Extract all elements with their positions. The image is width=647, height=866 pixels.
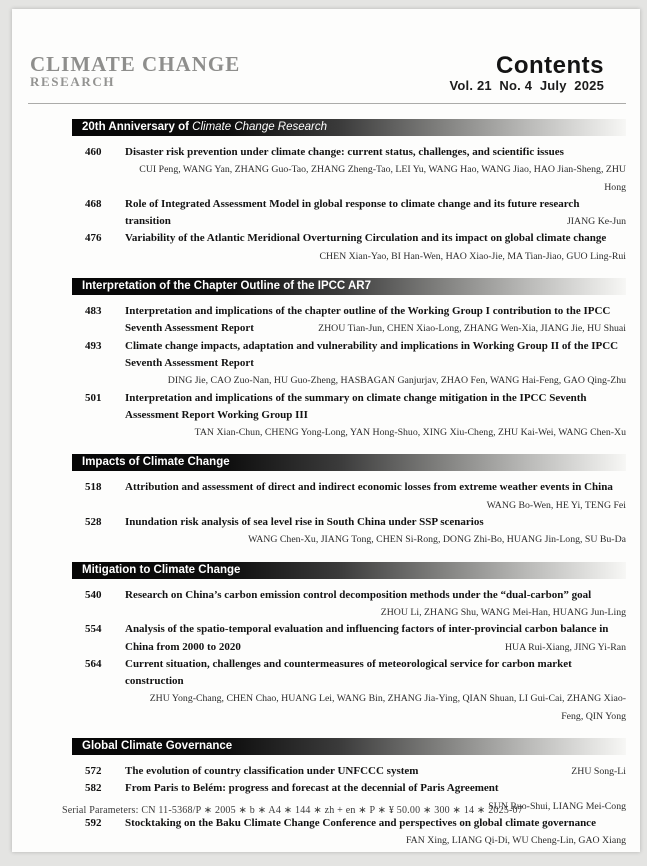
- article-entry: [125, 763, 626, 780]
- article-page-number: 493: [85, 339, 102, 352]
- article-row: [72, 196, 626, 231]
- section-banner-label: Interpretation of the Chapter Outline of the IPCC AR7: [82, 280, 371, 293]
- article-entry: [125, 144, 626, 196]
- article-row: [72, 514, 626, 549]
- article-title: Inundation risk analysis of sea level rise in South China under SSP scenarios: [125, 516, 484, 529]
- section-banner-label: 20th Anniversary of: [82, 121, 189, 133]
- article-row: [72, 390, 626, 442]
- section-banner: [72, 562, 626, 579]
- article-page-number: 460: [85, 146, 102, 158]
- article-authors: WANG Chen-Xu, JIANG Tong, CHEN Si-Rong, DONG Zhi-Bo, HUANG Jin-Long, SU Bu-Da: [248, 534, 626, 546]
- section-banner: [72, 119, 626, 136]
- article-title: Current situation, challenges and countermeasures of meteorological service for carbon market construction: [125, 657, 572, 688]
- article-entry: [125, 514, 626, 549]
- journal-title: CLIMATE CHANGE: [30, 52, 241, 76]
- article-title: Climate change impacts, adaptation and vulnerability and implications in Working Group II of the IPCC Seventh Assessment Report: [125, 339, 619, 369]
- article-authors: CHEN Xian-Yao, BI Han-Wen, HAO Xiao-Jie, MA Tian-Jiao, GUO Ling-Rui: [319, 250, 626, 262]
- section-banner: [72, 738, 626, 755]
- article-row: [72, 230, 626, 265]
- article-page-number: 518: [85, 481, 102, 494]
- article-row: [72, 144, 626, 196]
- article-page-number: 501: [85, 391, 102, 404]
- article-title: Variability of the Atlantic Meridional Overturning Circulation and its impact on global climate change: [125, 232, 607, 245]
- article-row: [72, 656, 626, 725]
- article-authors: ZHOU Tian-Jun, CHEN Xiao-Long, ZHANG Wen-Xia, JIANG Jie, HU Shuai: [318, 323, 626, 335]
- article-entry: [125, 815, 626, 850]
- article-authors: WANG Bo-Wen, HE Yi, TENG Fei: [486, 499, 626, 511]
- article-title: Attribution and assessment of direct and indirect economic losses from extreme weather events in China: [125, 481, 613, 494]
- article-page-number: 476: [85, 232, 102, 245]
- article-authors: FAN Xing, LIANG Qi-Di, WU Cheng-Lin, GAO Xiang: [405, 835, 626, 847]
- article-row: [72, 587, 626, 622]
- article-entry: [125, 479, 626, 514]
- article-authors: ZHOU Li, ZHANG Shu, WANG Mei-Han, HUANG Jun-Ling: [380, 606, 626, 618]
- article-title: From Paris to Belém: progress and forecast at the decennial of Paris Agreement: [125, 782, 499, 795]
- article-entry: [125, 621, 626, 656]
- section-banner-label: Global Climate Governance: [82, 740, 233, 753]
- article-title: Stocktaking on the Baku Climate Change Conference and perspectives on global climate governance: [125, 816, 596, 829]
- article-authors: JIANG Ke-Jun: [566, 216, 626, 228]
- article-row: [72, 479, 626, 514]
- article-row: [72, 338, 626, 390]
- article-page-number: 564: [85, 657, 102, 670]
- issue-info: Vol. 21 No. 4 July 2025: [449, 78, 604, 93]
- article-page-number: 540: [85, 588, 102, 601]
- article-row: [72, 763, 626, 780]
- article-entry: [125, 587, 626, 622]
- article-title: Role of Integrated Assessment Model in global response to climate change and its future research transition: [125, 197, 580, 228]
- article-title: Disaster risk prevention under climate change: current status, challenges, and scientific issues: [125, 146, 564, 158]
- article-row: [72, 621, 626, 656]
- article-entry: [125, 230, 626, 265]
- issue-block: [449, 54, 604, 93]
- section-banner: [72, 454, 626, 471]
- page-header: [12, 9, 640, 93]
- article-entry: [125, 390, 626, 442]
- article-entry: [125, 338, 626, 390]
- section-banner-label: Impacts of Climate Change: [82, 456, 230, 469]
- article-entry: [125, 303, 626, 338]
- header-divider: [28, 103, 626, 104]
- article-page-number: 468: [85, 197, 102, 210]
- article-title: Research on China’s carbon emission control decomposition methods under the “dual-carbon” goal: [125, 588, 592, 601]
- article-entry: [125, 656, 626, 725]
- table-of-contents: [72, 119, 626, 850]
- article-row: [72, 303, 626, 338]
- article-authors: TAN Xian-Chun, CHENG Yong-Long, YAN Hong-Shuo, XING Xiu-Cheng, ZHU Kai-Wei, WANG Chen-Xu: [194, 427, 626, 439]
- journal-logo: [30, 54, 240, 89]
- section-banner-label: Mitigation to Climate Change: [82, 563, 241, 576]
- article-authors: SUN Ruo-Shui, LIANG Mei-Cong: [488, 800, 626, 812]
- article-title: Analysis of the spatio-temporal evaluation and influencing factors of inter-provincial carbon balance in China from 2000 to 2020: [125, 623, 609, 653]
- journal-contents-page: [12, 9, 640, 852]
- article-page-number: 582: [85, 782, 102, 795]
- journal-subtitle: RESEARCH: [30, 74, 116, 89]
- article-page-number: 592: [85, 816, 102, 829]
- article-authors: DING Jie, CAO Zuo-Nan, HU Guo-Zheng, HASBAGAN Ganjurjav, ZHAO Fen, WANG Hai-Feng, GAO Qing-Zhu: [167, 375, 626, 387]
- article-authors: ZHU Yong-Chang, CHEN Chao, HUANG Lei, WANG Bin, ZHANG Jia-Ying, QIAN Shuan, LI Gui-Cai, ZHANG Xiao-Feng, QIN Yong: [149, 693, 626, 722]
- article-page-number: 483: [85, 305, 102, 318]
- article-authors: ZHU Song-Li: [571, 766, 626, 778]
- serial-parameters: Serial Parameters: CN 11-5368/P ∗ 2005 ∗ b ∗ A4 ∗ 144 ∗ zh + en ∗ P ∗ ¥ 50.00 ∗ 300 ∗ 14 ∗ 2025-07: [62, 805, 523, 816]
- article-authors: HUA Rui-Xiang, JING Yi-Ran: [504, 641, 626, 653]
- article-authors: CUI Peng, WANG Yan, ZHANG Guo-Tao, ZHANG Zheng-Tao, LEI Yu, WANG Hao, WANG Jiao, HAO Jian-Sheng, ZHU Hong: [139, 164, 626, 193]
- article-row: [72, 815, 626, 850]
- contents-title: Contents: [496, 52, 604, 79]
- section-banner: [72, 278, 626, 295]
- article-page-number: 572: [85, 765, 102, 778]
- article-title: Interpretation and implications of the chapter outline of the Working Group I contribution to the IPCC Seventh Assessment Report: [125, 305, 611, 335]
- article-title: Interpretation and implications of the summary on climate change mitigation in the IPCC Seventh Assessment Report Working Group III: [125, 391, 587, 421]
- article-title: The evolution of country classification under UNFCCC system: [125, 765, 419, 778]
- article-entry: [125, 196, 626, 231]
- article-page-number: 554: [85, 623, 102, 636]
- section-banner-label-italic: Climate Change Research: [188, 121, 328, 133]
- article-page-number: 528: [85, 516, 102, 529]
